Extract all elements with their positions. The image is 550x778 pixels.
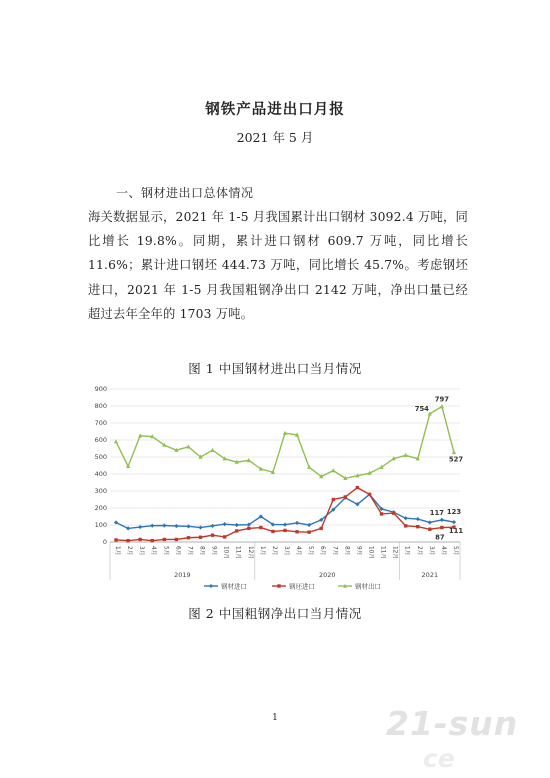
x-tick-label: 1月 xyxy=(403,546,410,556)
data-point xyxy=(186,444,190,448)
x-tick-label: 8月 xyxy=(343,546,350,556)
watermark-sub: ce xyxy=(423,744,455,773)
x-tick-label: 9月 xyxy=(355,546,362,556)
data-point xyxy=(428,520,432,524)
data-point xyxy=(356,486,359,489)
data-label: 87 xyxy=(435,533,445,542)
legend-marker xyxy=(277,584,280,587)
data-point xyxy=(416,517,420,521)
series-line-2 xyxy=(116,404,454,479)
data-point xyxy=(307,530,310,533)
x-tick-label: 4月 xyxy=(295,546,302,556)
x-tick-label: 7月 xyxy=(186,546,193,556)
data-point xyxy=(114,538,117,541)
y-tick-label: 400 xyxy=(94,470,107,479)
page-number: 1 xyxy=(272,713,278,723)
x-tick-label: 12月 xyxy=(391,546,398,560)
data-point xyxy=(452,520,456,524)
report-date: 2021 年 5 月 xyxy=(236,130,314,145)
legend-label-1: 钢坯进口 xyxy=(289,582,315,591)
data-point xyxy=(138,538,141,541)
x-tick-label: 12月 xyxy=(246,546,253,560)
data-point xyxy=(210,448,214,452)
x-tick-label: 5月 xyxy=(451,546,458,556)
data-point xyxy=(380,512,383,515)
data-point xyxy=(151,539,154,542)
x-tick-label: 8月 xyxy=(198,546,205,556)
data-point xyxy=(271,530,274,533)
data-point xyxy=(392,511,395,514)
x-tick-label: 10月 xyxy=(367,546,374,560)
data-point xyxy=(440,526,443,529)
data-point xyxy=(162,523,166,527)
data-point xyxy=(332,498,335,501)
data-point xyxy=(452,450,456,454)
year-label: 2019 xyxy=(174,571,191,579)
x-tick-label: 4月 xyxy=(150,546,157,556)
data-point xyxy=(138,525,142,529)
y-tick-label: 100 xyxy=(94,521,107,530)
data-point xyxy=(344,495,347,498)
data-point xyxy=(150,524,154,528)
x-tick-label: 11月 xyxy=(379,546,386,560)
data-point xyxy=(235,523,239,527)
y-tick-label: 200 xyxy=(94,504,107,513)
year-label: 2020 xyxy=(318,571,336,579)
section-heading: 一、钢材进出口总体情况 xyxy=(116,186,254,200)
data-point xyxy=(283,523,287,527)
y-tick-label: 600 xyxy=(94,436,107,445)
data-point xyxy=(283,529,286,532)
data-label: 123 xyxy=(446,508,462,517)
data-point xyxy=(223,535,226,538)
x-tick-label: 4月 xyxy=(439,546,446,556)
x-tick-label: 3月 xyxy=(283,546,289,556)
x-tick-label: 9月 xyxy=(210,546,217,556)
data-point xyxy=(368,493,371,496)
data-point xyxy=(187,536,190,539)
data-point xyxy=(126,539,129,542)
data-point xyxy=(175,538,178,541)
y-tick-label: 700 xyxy=(94,419,107,428)
year-label: 2021 xyxy=(421,571,439,579)
y-tick-label: 300 xyxy=(94,487,107,496)
x-tick-label: 6月 xyxy=(174,546,181,556)
y-tick-label: 800 xyxy=(94,402,107,411)
x-tick-label: 11月 xyxy=(234,546,241,560)
figure2-caption: 图 2 中国粗钢净出口当月情况 xyxy=(188,606,362,621)
x-tick-label: 6月 xyxy=(319,546,326,556)
data-point xyxy=(163,538,166,541)
x-tick-label: 3月 xyxy=(138,546,145,556)
x-tick-label: 2月 xyxy=(415,546,422,556)
x-tick-label: 1月 xyxy=(114,546,121,556)
x-tick-label: 5月 xyxy=(162,546,169,556)
data-point xyxy=(235,529,238,532)
data-point xyxy=(416,525,419,528)
data-point xyxy=(307,465,311,469)
legend-marker xyxy=(209,584,213,588)
data-point xyxy=(199,536,202,539)
series-line-1 xyxy=(116,488,454,541)
report-title: 钢铁产品进出口月报 xyxy=(205,101,345,118)
x-tick-label: 2月 xyxy=(270,546,277,556)
x-tick-label: 2月 xyxy=(126,546,133,556)
x-tick-label: 1月 xyxy=(258,546,265,556)
x-tick-label: 3月 xyxy=(427,546,434,556)
y-tick-label: 500 xyxy=(94,453,107,462)
x-tick-label: 5月 xyxy=(307,546,314,556)
data-point xyxy=(404,453,408,457)
figure1-caption: 图 1 中国钢材进出口当月情况 xyxy=(188,361,362,376)
y-tick-label: 0 xyxy=(102,538,107,547)
data-point xyxy=(307,523,311,527)
data-point xyxy=(404,524,407,527)
data-point xyxy=(440,518,444,522)
data-point xyxy=(198,525,202,529)
watermark-logo: 21-sun xyxy=(386,704,519,743)
data-point xyxy=(320,527,323,530)
trade-line-chart xyxy=(86,381,466,603)
data-point xyxy=(331,468,335,472)
data-point xyxy=(428,528,431,531)
data-point xyxy=(210,524,214,528)
x-tick-label: 10月 xyxy=(222,546,229,560)
x-tick-label: 7月 xyxy=(331,546,338,556)
data-point xyxy=(295,521,299,525)
data-point xyxy=(211,534,214,537)
data-point xyxy=(295,530,298,533)
legend-label-0: 钢材进口 xyxy=(221,582,247,591)
data-point xyxy=(259,526,262,529)
legend-label-2: 钢材出口 xyxy=(355,582,381,591)
data-point xyxy=(223,522,227,526)
body-paragraph: 海关数据显示，2021 年 1-5 月我国累计出口钢材 3092.4 万吨，同比增长 19.8%。同期，累计进口钢材 609.7 万吨，同比增长 11.6%；累计进口钢坯 444.73 万吨，同比增长 45.7%。考虑钢坯进口，2021 年 1-5 月我国粗钢净出口 2142 万吨，净出口量已经超过去年全年的 1703 万吨。 xyxy=(88,210,468,321)
data-label: 754 xyxy=(414,404,429,413)
data-label: 797 xyxy=(434,395,449,404)
data-label: 117 xyxy=(429,508,444,517)
data-point xyxy=(247,527,250,530)
data-point xyxy=(174,524,178,528)
y-tick-label: 900 xyxy=(94,385,107,394)
data-label: 527 xyxy=(448,455,464,464)
data-label: 111 xyxy=(448,527,464,536)
